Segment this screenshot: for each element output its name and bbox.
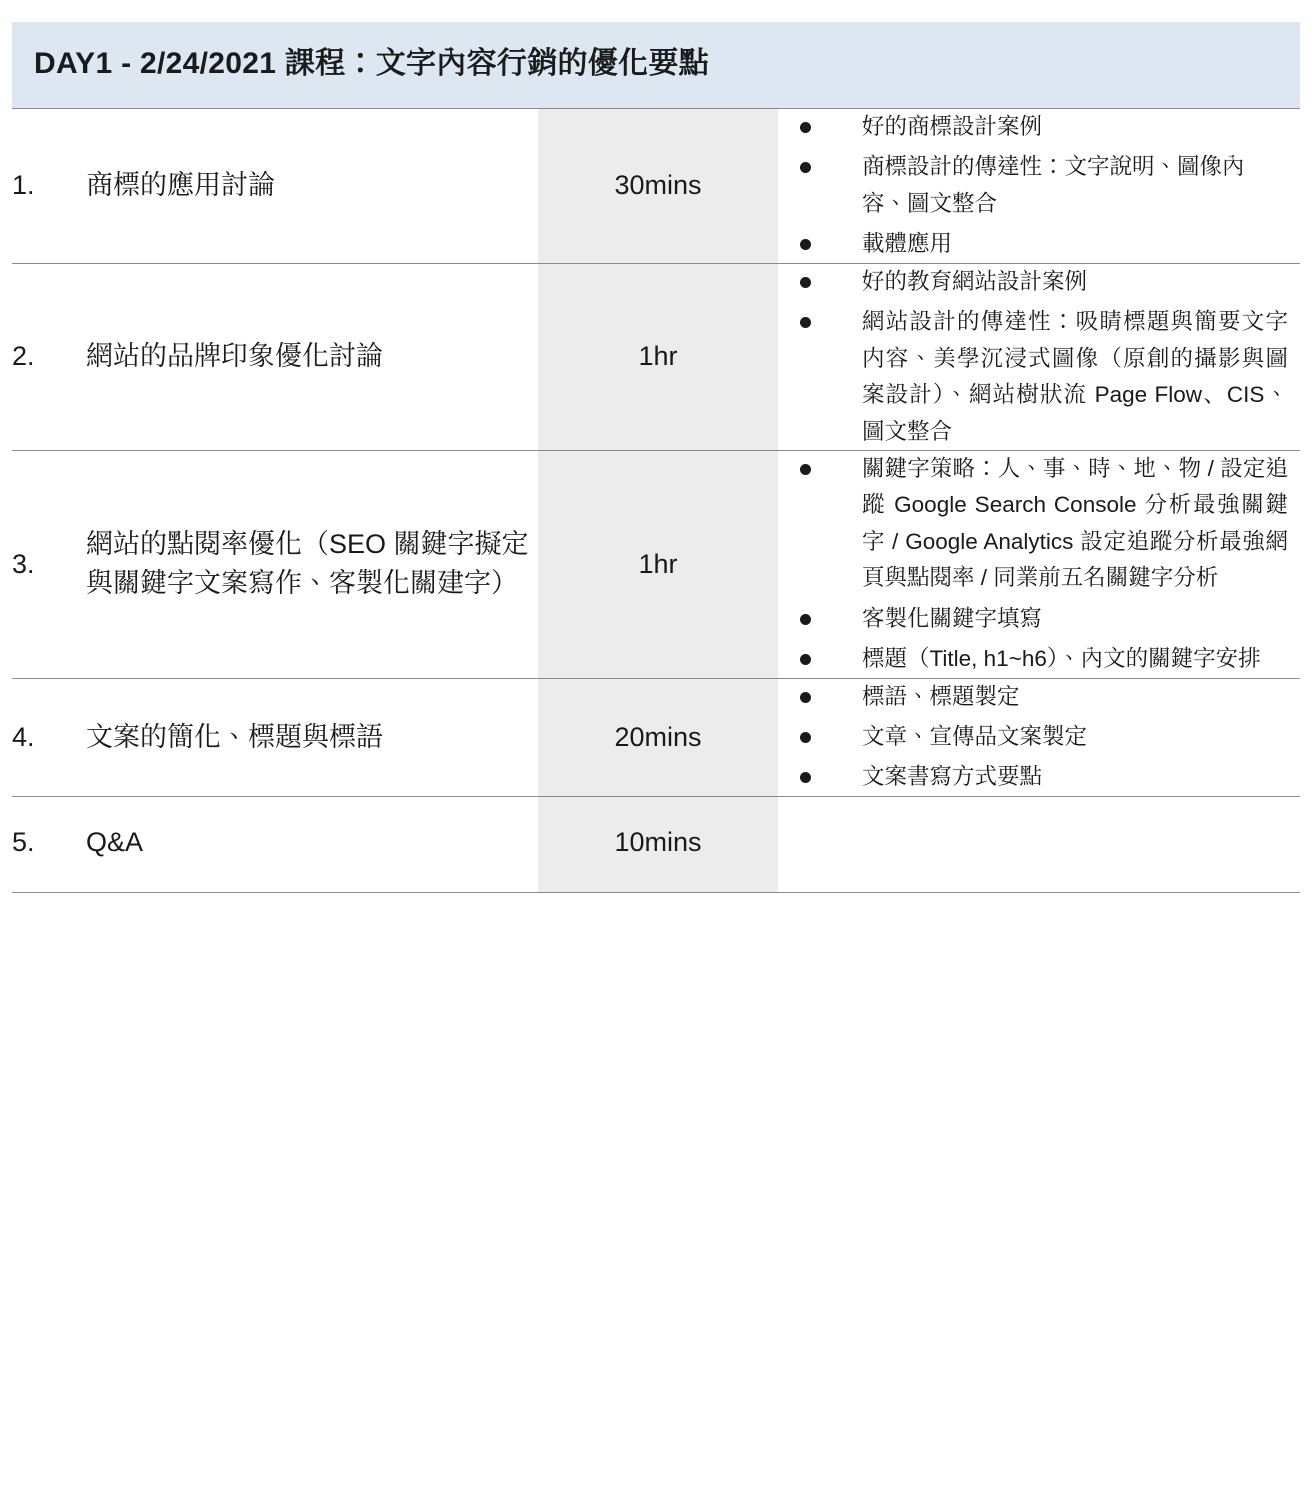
row-duration: 20mins [538,678,778,796]
list-item-label: 商標設計的傳達性：文字說明、圖像內容、圖文整合 [862,154,1245,216]
bullet-dot [800,122,811,133]
row-topic: 網站的點閱率優化（SEO 關鍵字擬定與關鍵字文案寫作、客製化關建字） [86,529,529,599]
list-item [778,759,1300,795]
row-duration: 1hr [538,263,778,450]
bullet-dot [800,277,811,288]
row-duration: 10mins [538,796,778,892]
list-item [778,264,1300,300]
list-item [778,451,1300,597]
detail-list [778,109,1300,263]
row-number: 5. [12,826,35,857]
table-row [12,678,1300,796]
table-row [12,796,1300,892]
list-item [778,304,1300,450]
list-item [778,109,1300,145]
bullet-dot [800,162,811,173]
course-schedule-document [0,22,1312,893]
list-item-label: 客製化關鍵字填寫 [862,605,1043,631]
row-topic: Q&A [86,826,144,857]
row-details [778,109,1300,264]
list-item [778,149,1300,222]
row-number: 4. [12,721,35,752]
list-item [778,719,1300,755]
list-item-label: 標題（Title, h1~h6）、內文的關鍵字安排 [862,646,1261,672]
detail-list [778,264,1300,450]
bullet-dot [800,772,811,783]
table-row [12,450,1300,678]
bullet-dot [800,732,811,743]
table-row [12,109,1300,264]
bullet-dot [800,464,811,475]
row-details [778,678,1300,796]
list-item-label: 關鍵字策略：人、事、時、地、物 / 設定追蹤 Google Search Console 分析最強關鍵字 / Google Analytics 設定追蹤分析最強網頁與點閱率 / 同業前五名關鍵字分析 [862,455,1288,591]
row-topic: 商標的應用討論 [86,170,275,201]
detail-list [778,451,1300,678]
row-duration: 30mins [538,109,778,264]
list-item-label: 網站設計的傳達性：吸睛標題與簡要文字内容、美學沉浸式圖像（原創的攝影與圖案設計）、網站樹狀流 Page Flow、CIS、圖文整合 [862,309,1288,444]
page-title: DAY1 - 2/24/2021 課程：文字內容行銷的優化要點 [34,47,710,80]
bullet-dot [800,239,811,250]
list-item-label: 好的商標設計案例 [862,114,1043,139]
document-title-bar [12,22,1300,108]
bullet-dot [800,692,811,703]
row-topic: 文案的簡化、標題與標語 [86,721,383,752]
bullet-dot [800,317,811,328]
list-item-label: 標語、標題製定 [862,683,1020,709]
bullet-dot [800,614,811,625]
empty-detail [778,824,1300,864]
list-item [778,601,1300,637]
course-schedule-table [12,108,1300,893]
list-item-label: 文案書寫方式要點 [862,764,1043,790]
list-item [778,679,1300,715]
list-item [778,641,1300,677]
table-row [12,263,1300,450]
list-item-label: 文章、宣傳品文案製定 [862,724,1088,749]
row-topic: 網站的品牌印象優化討論 [86,341,383,372]
detail-list [778,679,1300,796]
list-item-label: 載體應用 [862,231,953,257]
bullet-dot [800,654,811,665]
row-duration: 1hr [538,450,778,678]
row-details [778,796,1300,892]
row-details [778,450,1300,678]
row-number: 3. [12,548,35,579]
row-details [778,263,1300,450]
row-number: 1. [12,170,35,201]
row-number: 2. [12,341,35,372]
list-item-label: 好的教育網站設計案例 [862,268,1088,294]
list-item [778,226,1300,262]
